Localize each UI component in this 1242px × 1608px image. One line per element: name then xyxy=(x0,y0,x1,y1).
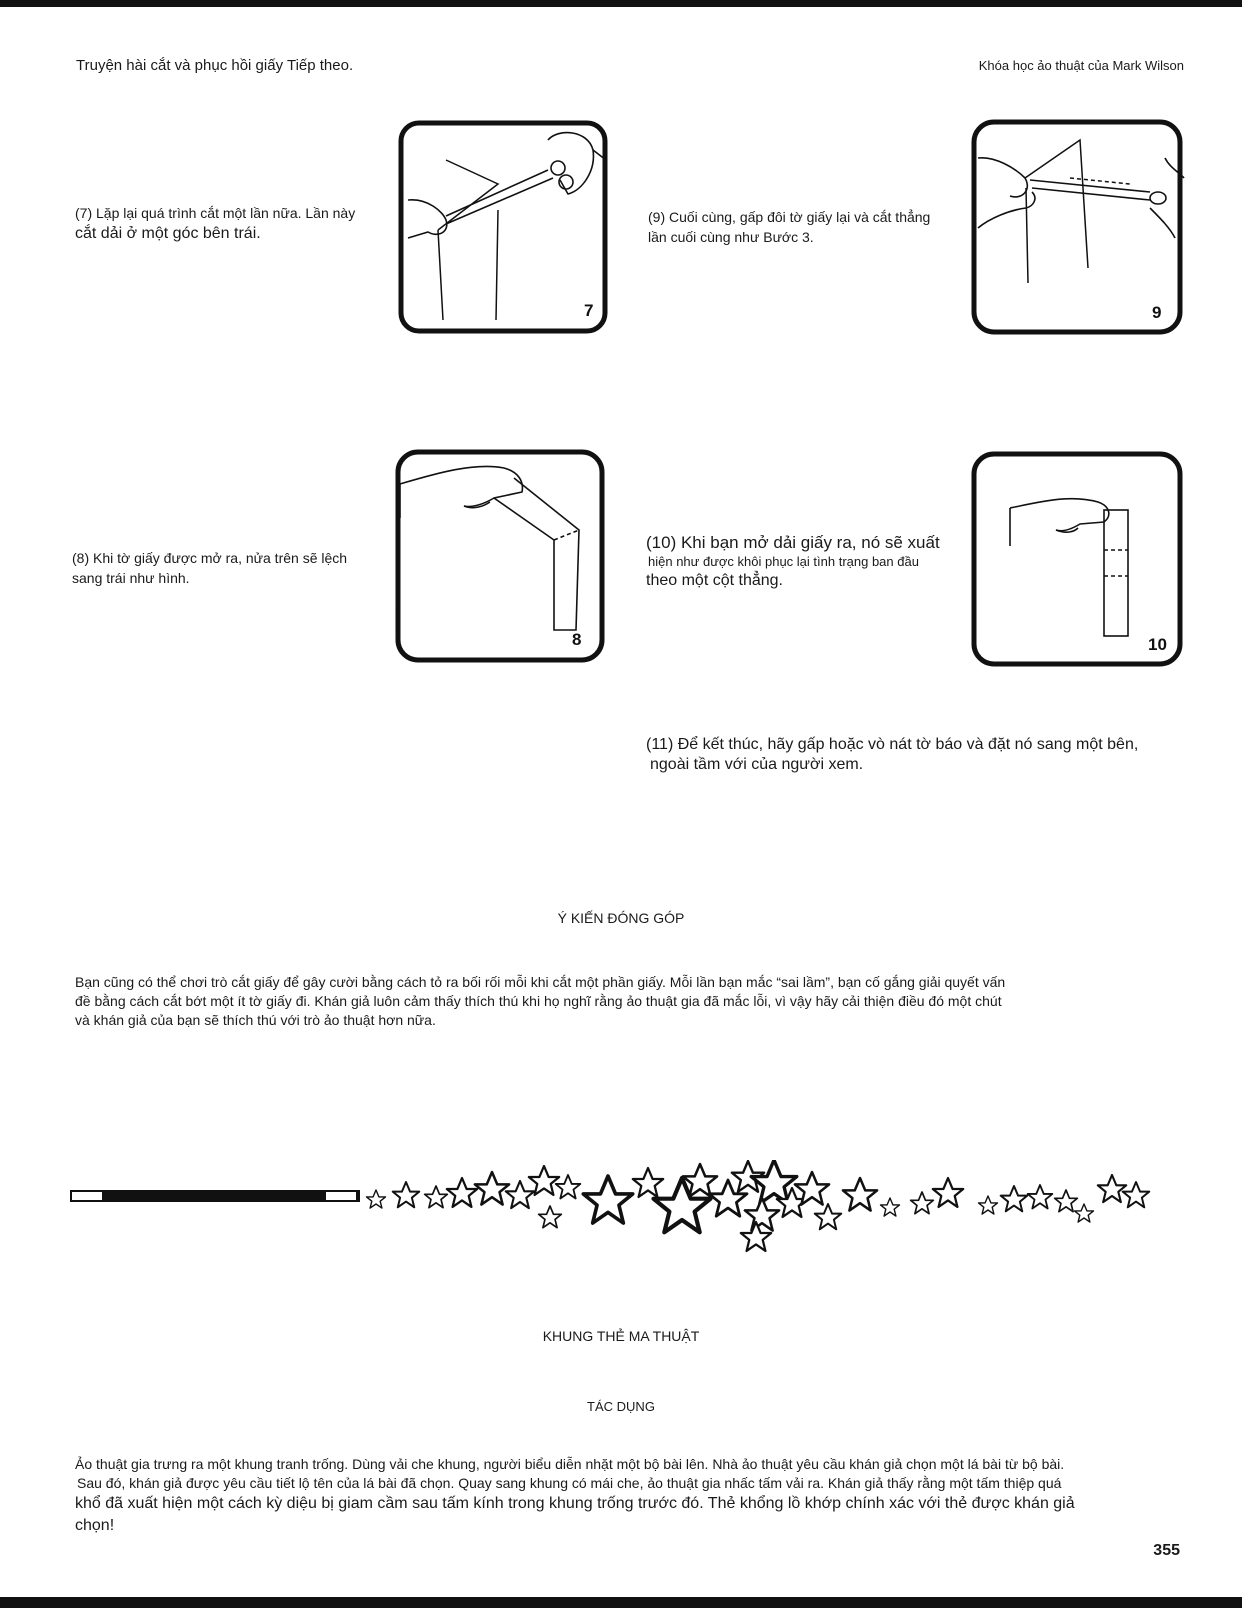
figure-9-panel xyxy=(970,118,1186,338)
step-9-text: (9) Cuối cùng, gấp đôi tờ giấy lại và cắt thẳng lần cuối cùng như Bước 3. xyxy=(648,209,931,245)
top-scan-edge xyxy=(0,0,1242,7)
star-icon xyxy=(367,1160,1150,1251)
effect-paragraph: Ảo thuật gia trưng ra một khung tranh trống. Dùng vải che khung, người biểu diễn nhặt một bộ bài lên. Nhà ảo thuật yêu cầu khán giả chọn một lá bài từ bộ bài. Sau đó, khán giả được yêu cầu tiết lộ tên của lá bài đã chọn. Quay sang khung có mái che, ảo thuật gia nhấc tấm vải ra. Khán giả thấy rằng một tấm thiệp quá khổ đã xuất hiện một cách kỳ diệu bị giam cầm sau tấm kính trong khung trống trước đó. Thẻ khổng lồ khớp chính xác với thẻ được khán giả chọn! xyxy=(75,1456,1075,1534)
figure-7-number: 7 xyxy=(584,301,594,320)
wand-icon xyxy=(70,1190,360,1202)
figure-10-panel xyxy=(970,450,1186,668)
bottom-scan-edge xyxy=(0,1597,1242,1608)
next-trick-title: KHUNG THẺ MA THUẬT xyxy=(542,1328,700,1344)
figure-9-number: 9 xyxy=(1152,303,1162,322)
running-header-title: Truyện hài cắt và phục hồi giấy Tiếp theo. xyxy=(76,57,354,74)
effect-subtitle: TÁC DỤNG xyxy=(587,1399,655,1414)
step-10-text: (10) Khi bạn mở dải giấy ra, nó sẽ xuất hiện như được khôi phục lại tình trạng ban đầu theo một cột thẳng. xyxy=(646,533,940,589)
figure-8-number: 8 xyxy=(572,630,582,649)
feedback-title: Ý KIẾN ĐÓNG GÓP xyxy=(557,910,685,926)
figure-7-panel xyxy=(398,120,610,336)
wand-stars-divider xyxy=(68,1160,1188,1265)
step-7-text: (7) Lặp lại quá trình cắt một lần nữa. Lần này cắt dải ở một góc bên trái. xyxy=(75,205,356,242)
page-number: 355 xyxy=(1153,1542,1180,1559)
step-8-text: (8) Khi tờ giấy được mở ra, nửa trên sẽ lệch sang trái như hình. xyxy=(72,550,348,586)
step-11-text: (11) Để kết thúc, hãy gấp hoặc vò nát tờ báo và đặt nó sang một bên, ngoài tầm với của người xem. xyxy=(646,736,1139,773)
figure-8-panel xyxy=(394,448,608,666)
figure-10-number: 10 xyxy=(1148,635,1167,654)
running-header-book: Khóa học ảo thuật của Mark Wilson xyxy=(978,58,1184,73)
feedback-paragraph: Bạn cũng có thể chơi trò cắt giấy để gây cười bằng cách tỏ ra bối rối mỗi khi cắt một phần giấy. Mỗi lần bạn mắc “sai lầm”, bạn cố gắng giải quyết vấn đề bằng cách cắt bớt một ít tờ giấy đi. Khán giả luôn cảm thấy thích thú khi họ nghĩ rằng ảo thuật gia đã mắc lỗi, vì vậy hãy cải thiện điều đó một chút và khán giả của bạn sẽ thích thú với trò ảo thuật hơn nữa. xyxy=(75,974,1006,1028)
